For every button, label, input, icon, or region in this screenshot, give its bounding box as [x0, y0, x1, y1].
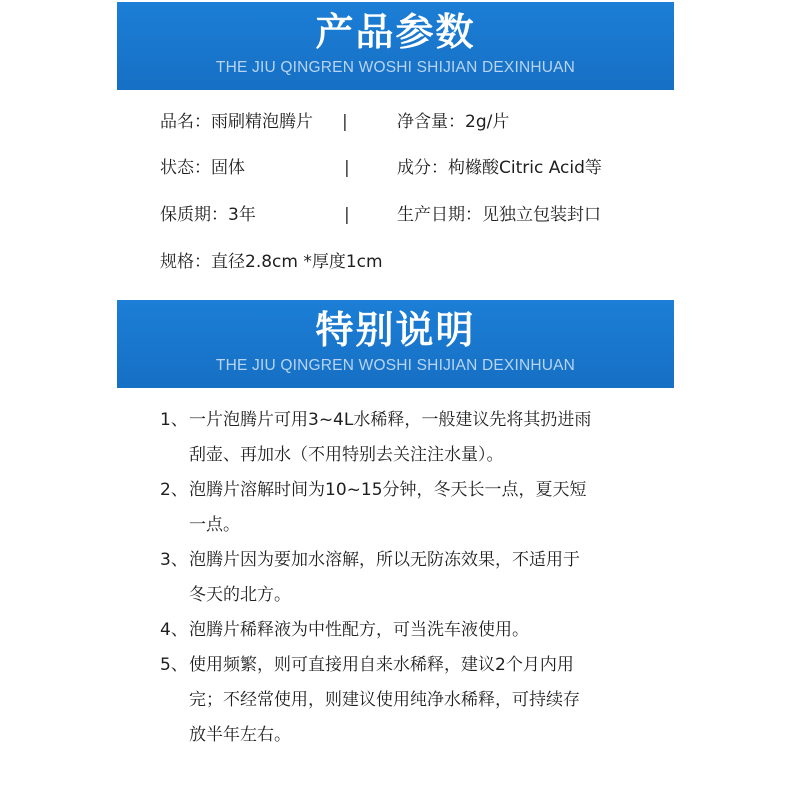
- special-notes-banner: [117, 300, 674, 388]
- param-production-date: 生产日期：见独立包装封口: [397, 205, 601, 225]
- note-item: [160, 543, 660, 613]
- special-notes-title: 特别说明: [315, 308, 476, 352]
- note-text-line: 刮壶、再加水（不用特别去关注注水量）。: [189, 445, 504, 465]
- note-text-line: 泡腾片稀释液为中性配方，可当洗车液使用。: [189, 620, 529, 640]
- param-spec: 规格：直径2.8cm *厚度1cm: [160, 252, 383, 272]
- note-number: 2、: [160, 480, 188, 500]
- note-number: 5、: [160, 655, 188, 675]
- special-notes-subtitle: THE JIU QINGREN WOSHI SHIJIAN DEXINHUAN: [215, 357, 576, 374]
- note-number: 3、: [160, 550, 188, 570]
- note-number: 1、: [160, 410, 188, 430]
- note-text-line: 泡腾片溶解时间为10~15分钟，冬天长一点，夏天短: [189, 480, 587, 500]
- note-item: [160, 613, 660, 648]
- product-params-banner: [117, 2, 674, 90]
- note-item: [160, 473, 660, 543]
- note-number: 4、: [160, 620, 188, 640]
- param-net-content: 净含量：2g/片: [397, 112, 510, 132]
- note-text-line: 一点。: [189, 515, 240, 535]
- param-name: 品名：雨刷精泡腾片: [160, 112, 313, 132]
- note-text-line: 完；不经常使用，则建议使用纯净水稀释，可持续存: [189, 690, 580, 710]
- note-item: [160, 648, 660, 753]
- param-state: 状态：固体: [160, 158, 245, 178]
- param-shelf-life: 保质期：3年: [160, 205, 256, 225]
- note-text-line: 放半年左右。: [189, 725, 291, 745]
- product-params-subtitle: THE JIU QINGREN WOSHI SHIJIAN DEXINHUAN: [215, 59, 576, 76]
- param-separator: |: [344, 158, 350, 178]
- note-text-line: 使用频繁，则可直接用自来水稀释，建议2个月内用: [189, 655, 574, 675]
- product-params-title: 产品参数: [315, 10, 476, 54]
- note-item: [160, 403, 660, 473]
- notes-list: [160, 403, 660, 753]
- param-ingredient: 成分：枸橼酸Citric Acid等: [397, 158, 602, 178]
- param-separator: |: [344, 205, 350, 225]
- note-text-line: 一片泡腾片可用3~4L水稀释，一般建议先将其扔进雨: [189, 410, 592, 430]
- note-text-line: 泡腾片因为要加水溶解，所以无防冻效果，不适用于: [189, 550, 580, 570]
- note-text-line: 冬天的北方。: [189, 585, 291, 605]
- param-separator: |: [342, 112, 348, 132]
